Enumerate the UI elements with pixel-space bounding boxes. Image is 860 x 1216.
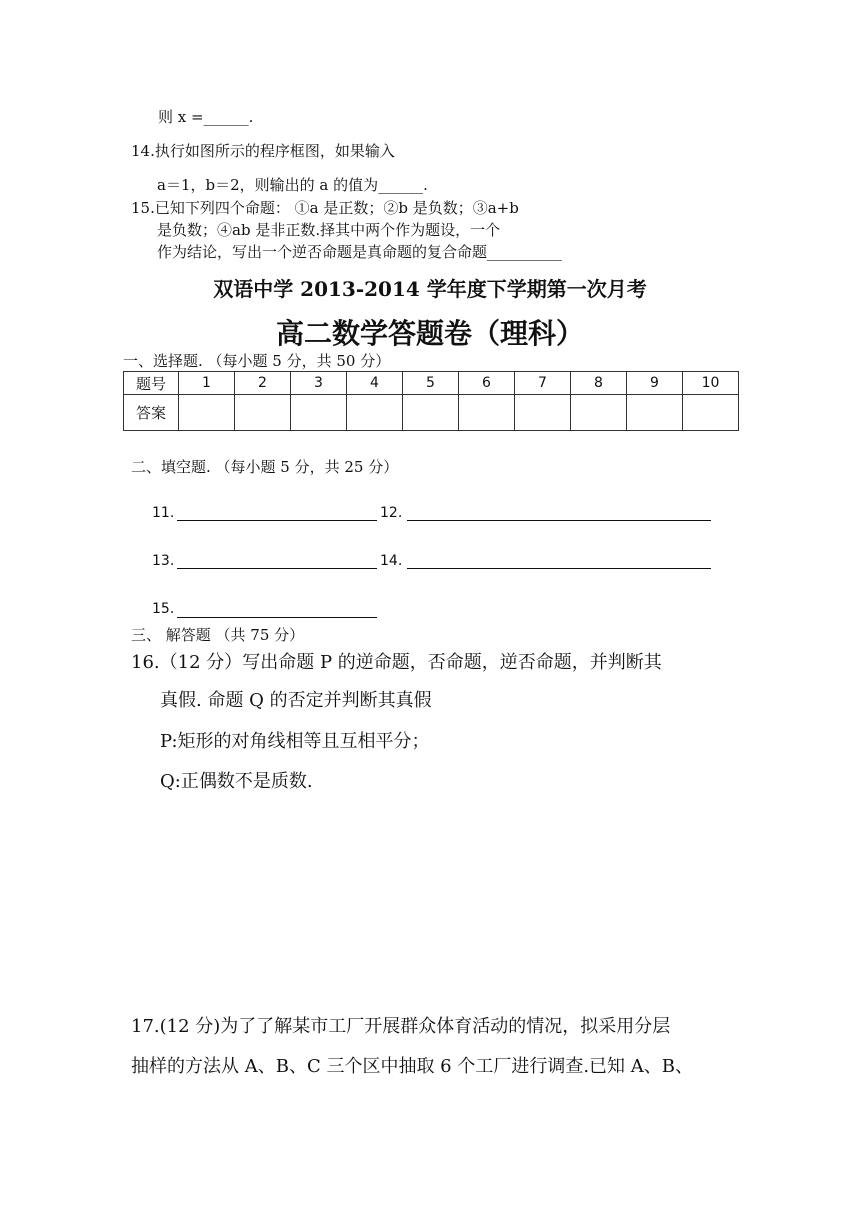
question-16-line1: 16.（12 分）写出命题 P 的逆命题，否命题，逆否命题，并判断其 <box>131 652 662 673</box>
question-number-cell: 5 <box>403 372 459 395</box>
question-number-cell: 6 <box>459 372 515 395</box>
answer-line-11[interactable] <box>177 520 377 521</box>
paper-title: 高二数学答题卷（理科） <box>275 317 584 350</box>
answer-cell[interactable] <box>235 395 291 431</box>
section2-heading: 二、填空题. （每小题 5 分，共 25 分） <box>131 458 399 476</box>
section3-heading: 三、 解答题 （共 75 分） <box>131 626 305 644</box>
blank-label-15: 15. <box>152 601 175 617</box>
question-number-cell: 2 <box>235 372 291 395</box>
table-row-numbers <box>124 372 739 395</box>
question-17-line2: 抽样的方法从 A、B、C 三个区中抽取 6 个工厂进行调查.已知 A、B、 <box>131 1056 694 1077</box>
question-number-cell: 10 <box>683 372 739 395</box>
question-15-line3: 作为结论，写出一个逆否命题是真命题的复合命题__________ <box>157 243 563 261</box>
answer-cell[interactable] <box>403 395 459 431</box>
question-15-line2: 是负数；④ab 是非正数.择其中两个作为题设，一个 <box>157 221 501 239</box>
answer-cell[interactable] <box>515 395 571 431</box>
question-number-cell: 1 <box>179 372 235 395</box>
choice-answer-table <box>123 371 739 431</box>
question-number-cell: 7 <box>515 372 571 395</box>
question-number-cell: 9 <box>627 372 683 395</box>
answer-cell[interactable] <box>347 395 403 431</box>
blank-label-11: 11. <box>152 505 175 521</box>
question-number-cell: 8 <box>571 372 627 395</box>
answer-line-14[interactable] <box>407 568 711 569</box>
question-15-line1: 15.已知下列四个命题： ①a 是正数；②b 是负数；③a+b <box>131 199 519 217</box>
answer-cell[interactable] <box>571 395 627 431</box>
row-label-number: 题号 <box>124 372 179 395</box>
answer-cell[interactable] <box>683 395 739 431</box>
top-line-x: 则 x =______. <box>158 108 254 126</box>
blank-label-13: 13. <box>152 553 175 569</box>
answer-cell[interactable] <box>179 395 235 431</box>
question-14-line2: a＝1，b＝2，则输出的 a 的值为______. <box>157 176 428 194</box>
answer-cell[interactable] <box>459 395 515 431</box>
answer-line-13[interactable] <box>177 568 377 569</box>
section1-heading: 一、选择题. （每小题 5 分，共 50 分） <box>123 352 391 370</box>
blank-label-12: 12. <box>380 505 403 521</box>
blank-label-14: 14. <box>380 553 403 569</box>
answer-cell[interactable] <box>291 395 347 431</box>
answer-cell[interactable] <box>627 395 683 431</box>
answer-line-15[interactable] <box>177 617 377 618</box>
row-label-answer: 答案 <box>124 395 179 431</box>
question-14-line1: 14.执行如图所示的程序框图，如果输入 <box>131 142 395 160</box>
question-number-cell: 3 <box>291 372 347 395</box>
question-16-line2: 真假. 命题 Q 的否定并判断其真假 <box>160 690 432 711</box>
answer-line-12[interactable] <box>407 520 711 521</box>
table-row-answers <box>124 395 739 431</box>
proposition-p: P:矩形的对角线相等且互相平分； <box>160 731 430 752</box>
proposition-q: Q:正偶数不是质数. <box>160 771 313 792</box>
school-exam-title: 双语中学 2013-2014 学年度下学期第一次月考 <box>213 277 647 301</box>
question-number-cell: 4 <box>347 372 403 395</box>
question-17-line1: 17.(12 分)为了了解某市工厂开展群众体育活动的情况，拟采用分层 <box>131 1016 671 1037</box>
